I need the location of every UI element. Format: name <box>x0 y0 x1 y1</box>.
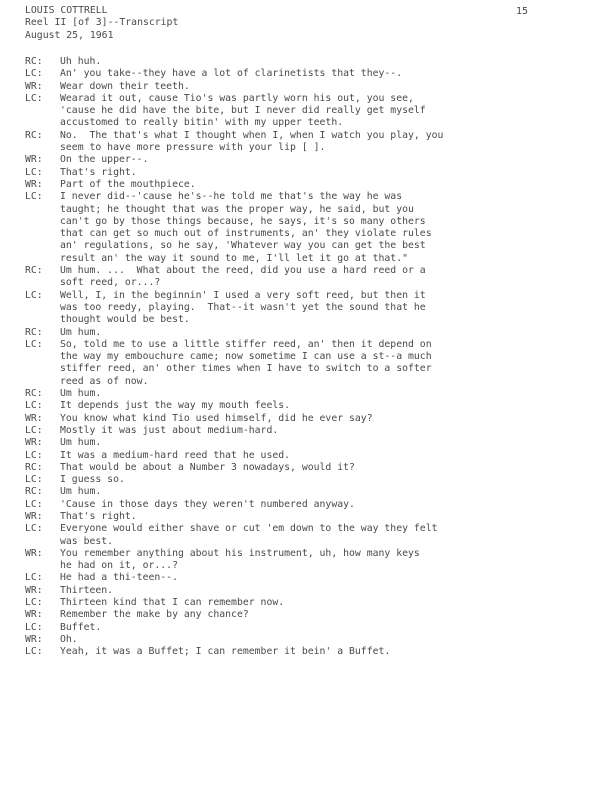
utterance-line: That's right. <box>60 166 137 178</box>
utterance-line: reed as of now. <box>60 375 149 387</box>
header-line: Reel II [of 3]--Transcript <box>25 17 179 29</box>
utterance-line: Buffet. <box>60 621 102 633</box>
utterance-line: An' you take--they have a lot of clarinetists that they--. <box>60 68 403 80</box>
utterance <box>60 290 605 327</box>
utterance <box>60 167 605 179</box>
utterance <box>60 388 605 400</box>
speaker-label: LC: <box>25 646 43 658</box>
transcript-entry <box>25 130 605 155</box>
utterance <box>60 646 605 658</box>
header-line: LOUIS COTTRELL <box>25 5 108 16</box>
utterance <box>60 634 605 646</box>
speaker-label: WR: <box>25 547 43 559</box>
speaker-label: WR: <box>25 510 43 522</box>
transcript-entry <box>25 622 605 634</box>
utterance <box>60 339 605 388</box>
utterance-line: So, told me to use a little stiffer reed, an' then it depend on <box>60 338 432 350</box>
utterance <box>60 56 605 68</box>
utterance-line: seem to have more pressure with your lip [ ]. <box>60 142 326 154</box>
transcript-entry <box>25 437 605 449</box>
utterance-line: Wearad it out, cause Tio's was partly worn his out, you see, <box>60 92 414 104</box>
utterance <box>60 548 605 573</box>
utterance-line: Mostly it was just about medium-hard. <box>60 424 279 436</box>
utterance <box>60 130 605 155</box>
utterance-line: the way my embouchure came; now sometime I can use a st--a much <box>60 351 432 363</box>
transcript-entry <box>25 290 605 327</box>
transcript-entry <box>25 81 605 93</box>
utterance-line: Remember the make by any chance? <box>60 609 249 621</box>
utterance-line: That would be about a Number 3 nowadays, would it? <box>60 461 355 473</box>
speaker-label: WR: <box>25 633 43 645</box>
utterance <box>60 474 605 486</box>
utterance-line: Well, I, in the beginnin' I used a very soft reed, but then it <box>60 289 426 301</box>
transcript-entry <box>25 93 605 130</box>
speaker-label: RC: <box>25 129 43 141</box>
utterance-line: Um hum. <box>60 388 102 400</box>
speaker-label: WR: <box>25 584 43 596</box>
speaker-label: WR: <box>25 80 43 92</box>
speaker-label: LC: <box>25 400 43 412</box>
speaker-label: LC: <box>25 191 43 203</box>
utterance-line: was too reedy, playing. That--it wasn't yet the sound that he <box>60 301 426 313</box>
speaker-label: LC: <box>25 92 43 104</box>
transcript-entry <box>25 413 605 425</box>
utterance <box>60 572 605 584</box>
speaker-label: WR: <box>25 154 43 166</box>
transcript-entry <box>25 425 605 437</box>
utterance <box>60 486 605 498</box>
utterance-line: he had on it, or...? <box>60 560 178 572</box>
utterance <box>60 585 605 597</box>
utterance <box>60 622 605 634</box>
speaker-label: LC: <box>25 572 43 584</box>
transcript-entry <box>25 572 605 584</box>
transcript-entry <box>25 609 605 621</box>
utterance-line: result an' the way it sound to me, I'll let it go at that." <box>60 252 408 264</box>
transcript-entry <box>25 339 605 388</box>
speaker-label: LC: <box>25 338 43 350</box>
utterance-line: that can get so much out of instruments, an' they violate rules <box>60 228 432 240</box>
utterance-line: Uh huh. <box>60 56 102 67</box>
transcript-entry <box>25 450 605 462</box>
utterance <box>60 437 605 449</box>
speaker-label: LC: <box>25 289 43 301</box>
transcript-entry <box>25 511 605 523</box>
utterance <box>60 523 605 548</box>
utterance-line: That's right. <box>60 510 137 522</box>
transcript-entry <box>25 499 605 511</box>
utterance <box>60 400 605 412</box>
utterance-line: You know what kind Tio used himself, did he ever say? <box>60 412 373 424</box>
transcript-entry <box>25 167 605 179</box>
transcript-entry <box>25 486 605 498</box>
transcript-entry <box>25 388 605 400</box>
utterance-line: stiffer reed, an' other times when I have to switch to a softer <box>60 363 432 375</box>
utterance <box>60 191 605 265</box>
utterance-line: Wear down their teeth. <box>60 80 190 92</box>
utterance-line: Um hum. ... What about the reed, did you use a hard reed or a <box>60 265 426 277</box>
speaker-label: RC: <box>25 265 43 277</box>
speaker-label: WR: <box>25 437 43 449</box>
utterance-line: Um hum. <box>60 486 102 498</box>
transcript-entry <box>25 523 605 548</box>
utterance-line: I never did--'cause he's--he told me that's the way he was <box>60 191 403 203</box>
utterance <box>60 93 605 130</box>
utterance-line: It was a medium-hard reed that he used. <box>60 449 291 461</box>
utterance <box>60 450 605 462</box>
transcript-entry <box>25 179 605 191</box>
transcript-entry <box>25 646 605 658</box>
speaker-label: LC: <box>25 166 43 178</box>
utterance <box>60 499 605 511</box>
transcript-entry <box>25 265 605 290</box>
utterance <box>60 154 605 166</box>
speaker-label: LC: <box>25 449 43 461</box>
utterance-line: Thirteen kind that I can remember now. <box>60 597 285 609</box>
utterance <box>60 179 605 191</box>
utterance-line: Thirteen. <box>60 584 114 596</box>
transcript-entry <box>25 56 605 68</box>
utterance <box>60 413 605 425</box>
utterance <box>60 425 605 437</box>
utterance-line: an' regulations, so he say, 'Whatever way you can get the best <box>60 240 426 252</box>
speaker-label: LC: <box>25 523 43 535</box>
speaker-label: WR: <box>25 609 43 621</box>
transcript-body <box>25 56 605 659</box>
utterance-line: You remember anything about his instrument, uh, how many keys <box>60 547 420 559</box>
transcript-entry <box>25 462 605 474</box>
document-header <box>25 5 178 42</box>
speaker-label: LC: <box>25 68 43 80</box>
page-number: 15 <box>516 6 529 17</box>
speaker-label: RC: <box>25 56 43 67</box>
transcript-entry <box>25 548 605 573</box>
transcript-entry <box>25 154 605 166</box>
utterance-line: taught; he thought that was the proper way, he said, but you <box>60 203 414 215</box>
transcript-entry <box>25 327 605 339</box>
utterance-line: accustomed to really bitin' with my upper teeth. <box>60 117 344 129</box>
speaker-label: RC: <box>25 388 43 400</box>
transcript-entry <box>25 585 605 597</box>
transcript-entry <box>25 191 605 265</box>
speaker-label: RC: <box>25 486 43 498</box>
utterance-line: can't go by those things because, he says, it's so many others <box>60 215 426 227</box>
transcript-entry <box>25 474 605 486</box>
utterance-line: On the upper--. <box>60 154 149 166</box>
speaker-label: LC: <box>25 424 43 436</box>
utterance-line: Everyone would either shave or cut 'em down to the way they felt <box>60 523 438 535</box>
speaker-label: RC: <box>25 326 43 338</box>
utterance-line: Yeah, it was a Buffet; I can remember it bein' a Buffet. <box>60 646 391 658</box>
speaker-label: WR: <box>25 178 43 190</box>
utterance-line: Um hum. <box>60 326 102 338</box>
utterance-line: was best. <box>60 535 114 547</box>
transcript-entry <box>25 68 605 80</box>
speaker-label: LC: <box>25 621 43 633</box>
utterance <box>60 327 605 339</box>
utterance-line: 'Cause in those days they weren't numbered anyway. <box>60 498 355 510</box>
utterance <box>60 265 605 290</box>
utterance-line: thought would be best. <box>60 314 190 326</box>
utterance-line: 'cause he did have the bite, but I never did really get myself <box>60 105 426 117</box>
utterance <box>60 511 605 523</box>
utterance <box>60 68 605 80</box>
utterance-line: Um hum. <box>60 437 102 449</box>
utterance <box>60 609 605 621</box>
utterance-line: He had a thi-teen--. <box>60 572 178 584</box>
header-line: August 25, 1961 <box>25 29 114 41</box>
utterance-line: Part of the mouthpiece. <box>60 178 196 190</box>
transcript-entry <box>25 634 605 646</box>
utterance <box>60 462 605 474</box>
utterance-line: No. The that's what I thought when I, when I watch you play, you <box>60 129 444 141</box>
speaker-label: RC: <box>25 461 43 473</box>
utterance <box>60 597 605 609</box>
speaker-label: LC: <box>25 597 43 609</box>
utterance-line: soft reed, or...? <box>60 277 161 289</box>
speaker-label: LC: <box>25 474 43 486</box>
utterance-line: Oh. <box>60 633 78 645</box>
utterance-line: It depends just the way my mouth feels. <box>60 400 291 412</box>
transcript-entry <box>25 400 605 412</box>
transcript-entry <box>25 597 605 609</box>
speaker-label: LC: <box>25 498 43 510</box>
speaker-label: WR: <box>25 412 43 424</box>
utterance <box>60 81 605 93</box>
utterance-line: I guess so. <box>60 474 125 486</box>
